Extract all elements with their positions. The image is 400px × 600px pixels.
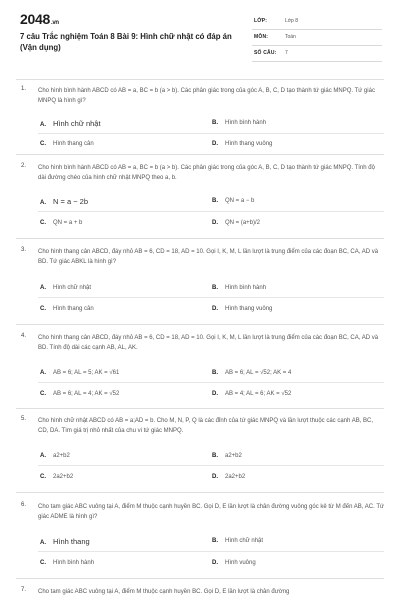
option-b[interactable] <box>212 198 254 204</box>
option-letter: A. <box>40 370 46 376</box>
question-number: 2. <box>21 163 27 169</box>
option-a[interactable] <box>40 453 70 459</box>
option-divider <box>38 551 384 552</box>
option-d[interactable] <box>212 560 256 566</box>
option-divider <box>38 133 384 134</box>
option-letter: D. <box>212 560 218 566</box>
option-c[interactable] <box>40 306 94 312</box>
option-d[interactable] <box>212 220 260 226</box>
meta-value: Toán <box>285 34 296 40</box>
option-letter: A. <box>40 200 46 206</box>
option-c[interactable] <box>40 391 119 397</box>
option-text: Hình bình hành <box>53 560 95 566</box>
option-letter: B. <box>212 285 218 291</box>
option-text: QN = (a+b)/2 <box>225 220 261 226</box>
option-d[interactable] <box>212 474 245 480</box>
option-b[interactable] <box>212 370 291 376</box>
question-text: Cho tam giác ABC vuông tại A, điểm M thuộc cạnh huyền BC. Gọi D, E lần lượt là chân đường <box>38 589 290 595</box>
meta-value: Lớp 8 <box>285 18 299 24</box>
option-text: QN = a − b <box>225 198 255 204</box>
document-header <box>0 0 400 68</box>
option-letter: D. <box>212 141 218 147</box>
option-text: 2a2+b2 <box>53 474 74 480</box>
option-text: Hình thang cân <box>53 306 94 312</box>
option-letter: C. <box>40 560 46 566</box>
question-text: Cho tam giác ABC vuông tại A, điểm M thuộc cạnh huyền BC. Gọi D, E lần lượt là chân đường vuông góc kẻ từ M đến AB, AC. Tứ giác ADME là hình gì? <box>38 504 385 521</box>
meta-key: SỐ CÂU: <box>254 50 277 56</box>
option-b[interactable] <box>212 120 266 126</box>
option-text: AB = 6; AL = √52; AK = 4 <box>225 370 292 376</box>
question-text: Cho hình thang cân ABCD, đáy nhỏ AB = 6, CD = 18, AD = 10. Gọi I, K, M, L lần lượt là trung điểm của các đoạn BC, CA, AD và BD. Tứ giác ABKL là hình gì? <box>38 249 379 266</box>
option-divider <box>38 211 384 212</box>
option-text: N = a − 2b <box>53 197 89 206</box>
logo-text: 2048 <box>20 11 50 27</box>
divider <box>16 492 384 493</box>
option-d[interactable] <box>212 306 272 312</box>
option-text: a2+b2 <box>225 453 242 459</box>
option-letter: D. <box>212 306 218 312</box>
question-text: Cho hình bình hành ABCD có AB = a, BC = b (a > b). Các phân giác trong của góc A, B, C, D tạo thành tứ giác MNPQ. Tính độ dài đường chéo của hình chữ nhật MNPQ theo a, b. <box>38 165 375 182</box>
question-text: Cho hình bình hành ABCD có AB = a, BC = b (a > b). Các phân giác trong của góc A, B, C, D tạo thành tứ giác MNPQ. Tứ giác MNPQ là hình gì? <box>38 88 375 105</box>
question-number: 5. <box>21 416 27 422</box>
meta-value: 7 <box>285 50 288 56</box>
meta-key: LỚP: <box>254 18 268 24</box>
option-text: Hình chữ nhật <box>53 119 101 128</box>
option-divider <box>38 297 384 298</box>
divider <box>16 79 384 80</box>
divider <box>16 408 384 409</box>
option-b[interactable] <box>212 285 266 291</box>
option-letter: B. <box>212 538 218 544</box>
question-number: 7. <box>21 587 27 593</box>
divider <box>16 154 384 155</box>
question-number: 1. <box>21 86 27 92</box>
question-text: Cho hình thang cân ABCD, đáy nhỏ AB = 6, CD = 18, AD = 10. Gọi I, K, M, L lần lượt là trung điểm của các đoạn BC, CA, AD và BD. Tính độ dài các cạnh AB, AL, AK. <box>38 335 379 352</box>
site-logo[interactable] <box>20 11 59 27</box>
option-letter: A. <box>40 122 46 128</box>
option-letter: D. <box>212 474 218 480</box>
option-text: AB = 6; AL = 5; AK = √61 <box>53 370 120 376</box>
question-number: 3. <box>21 247 27 253</box>
option-a[interactable] <box>40 285 91 291</box>
option-a[interactable] <box>40 197 88 206</box>
option-text: Hình vuông <box>225 560 256 566</box>
option-letter: A. <box>40 285 46 291</box>
question-number: 4. <box>21 333 27 339</box>
meta-row-class <box>252 14 382 30</box>
option-letter: C. <box>40 474 46 480</box>
option-letter: A. <box>40 540 46 546</box>
option-c[interactable] <box>40 220 82 226</box>
option-text: 2a2+b2 <box>225 474 246 480</box>
option-text: Hình thang <box>53 537 90 546</box>
option-letter: B. <box>212 370 218 376</box>
option-a[interactable] <box>40 370 119 376</box>
divider <box>16 238 384 239</box>
option-c[interactable] <box>40 560 94 566</box>
option-text: a2+b2 <box>53 453 70 459</box>
option-b[interactable] <box>212 453 242 459</box>
option-a[interactable] <box>40 119 101 128</box>
option-a[interactable] <box>40 537 90 546</box>
option-text: Hình thang vuông <box>225 141 273 147</box>
meta-key: MÔN: <box>254 34 269 40</box>
option-letter: D. <box>212 391 218 397</box>
option-divider <box>38 465 384 466</box>
option-letter: C. <box>40 306 46 312</box>
option-d[interactable] <box>212 141 272 147</box>
option-text: Hình chữ nhật <box>225 538 264 544</box>
meta-row-subject <box>252 30 382 46</box>
option-letter: B. <box>212 453 218 459</box>
option-c[interactable] <box>40 474 73 480</box>
option-text: AB = 6; AL = 4; AK = √52 <box>53 391 120 397</box>
option-text: QN = a + b <box>53 220 83 226</box>
option-text: Hình bình hành <box>225 120 267 126</box>
option-c[interactable] <box>40 141 94 147</box>
option-text: Hình bình hành <box>225 285 267 291</box>
option-letter: B. <box>212 198 218 204</box>
option-text: Hình thang vuông <box>225 306 273 312</box>
option-d[interactable] <box>212 391 291 397</box>
option-text: AB = 4; AL = 6; AK = √52 <box>225 391 292 397</box>
divider <box>16 324 384 325</box>
option-divider <box>38 382 384 383</box>
option-letter: B. <box>212 120 218 126</box>
logo-extension: .vn <box>50 20 59 26</box>
option-letter: A. <box>40 453 46 459</box>
document-title: 7 câu Trắc nghiệm Toán 8 Bài 9: Hình chữ nhật có đáp án (Vận dụng) <box>20 32 232 52</box>
meta-row-count <box>252 46 382 62</box>
meta-table <box>252 14 382 62</box>
option-text: Hình chữ nhật <box>53 285 92 291</box>
option-b[interactable] <box>212 538 263 544</box>
divider <box>16 578 384 579</box>
option-text: Hình thang cân <box>53 141 94 147</box>
question-text: Cho hình chữ nhật ABCD có AB = a;AD = b. Cho M, N, P, Q là các đỉnh của tứ giác MNPQ và lần lượt thuộc các cạnh AB, BC, CD, DA. Tìm giá trị nhỏ nhất của chu vi tứ giác MNPQ. <box>38 418 374 435</box>
option-letter: D. <box>212 220 218 226</box>
option-letter: C. <box>40 391 46 397</box>
question-number: 6. <box>21 502 27 508</box>
option-letter: C. <box>40 141 46 147</box>
option-letter: C. <box>40 220 46 226</box>
